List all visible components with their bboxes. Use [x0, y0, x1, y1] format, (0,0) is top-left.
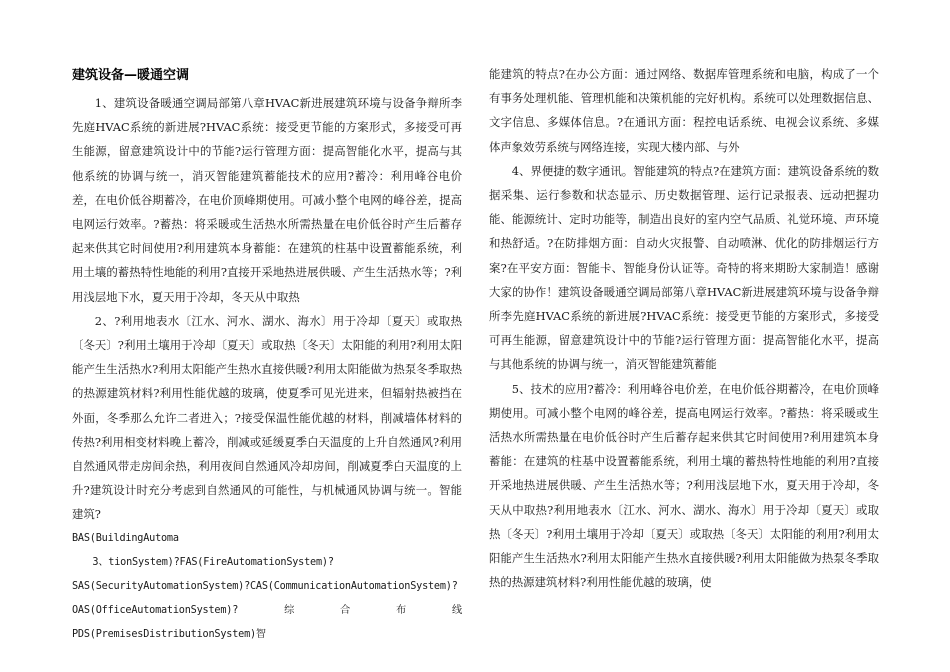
- paragraph-continued: 能建筑的特点?在办公方面：通过网络、数据库管理系统和电脑，构成了一个有事务处理机能、管理机能和决策机能的完好机构。系统可以处理数据信息、文字信息、多媒体信息。?在通讯方面：程控电话系统、电视会议系统、多媒体声象效劳系统与网络连接，实现大楼内部、与外: [489, 67, 879, 154]
- paragraph-1: 1、建筑设备暖通空调局部第八章HVAC新进展建筑环境与设备争辩所李先庭HVAC系统的新进展?HVAC系统：接受更节能的方案形式，多接受可再生能源，留意建筑设计中的节能?运行管理方面：提高智能化水平，提高与其他系统的协调与统一，消灭智能建筑蓄能技术的应用?蓄冷：利用峰谷电价差，在电价低谷期蓄冷，在电价顶峰期使用。可减小整个电网的峰谷差，提高电网运行效率。?蓄热：将采暖或生活热水所需热量在电价低谷时产生后蓄存起来供其它时间使用?利用建筑本身蓄能：在建筑的柱基中设置蓄能系统，利用土壤的蓄热特性地能的利用?直接开采地热进展供暖、产生生活热水等；?利用浅层地下水，夏天用于冷却，冬天从中取热: [72, 96, 462, 304]
- paragraph-oas: OAS(OfficeAutomationSystem)?综合布线PDS(PremisesDistributionSystem)智: [72, 605, 462, 641]
- paragraph-2: 2、?利用地表水〔江水、河水、湖水、海水〕用于冷却〔夏天〕或取热〔冬天〕?利用土壤用于冷却〔夏天〕或取热〔冬天〕太阳能的利用?利用太阳能产生生活热水?利用太阳能产生热水直接供暖?利用太阳能做为热泵冬季取热的热源建筑材料?利用性能优越的玻璃，使夏季可见光进来，但辐射热被挡在外面，冬季那么允许二者进入；?接受保温性能优越的材料，削减墙体材料的传热?利用相变材料晚上蓄冷，削减或延缓夏季白天温度的上升自然通风?利用自然通风带走房间余热，利用夜间自然通风冷却房间，削减夏季白天温度的上升?建筑设计时充分考虑到自然通风的可能性，与机械通风协调与统一。智能建筑?: [72, 313, 462, 522]
- left-column: [72, 62, 462, 648]
- right-column: [489, 62, 879, 594]
- paragraph-3: 3、tionSystem)?FAS(FireAutomationSystem)?: [92, 556, 334, 568]
- paragraph-4: 4、界便捷的数字通讯。智能建筑的特点?在建筑方面：建筑设备系统的数据采集、运行参数和状态显示、历史数据管理、运行记录报表、远动把握功能、能源统计、定时功能等，制造出良好的室内空气品质、礼觉环境、声环境和热舒适。?在防排烟方面：自动火灾报警、自动喷淋、优化的防排烟运行方案?在平安方面：智能卡、智能身份认证等。奇特的将来期盼大家制造！感谢大家的协作！建筑设备暖通空调局部第八章HVAC新进展建筑环境与设备争辩所李先庭HVAC系统的新进展?HVAC系统：接受更节能的方案形式，多接受可再生能源，留意建筑设计中的节能?运行管理方面：提高智能化水平，提高与其他系统的协调与统一，消灭智能建筑蓄能: [489, 163, 879, 372]
- paragraph-bas: BAS(BuildingAutoma: [72, 532, 179, 544]
- document-title: 建筑设备—暖通空调: [72, 68, 190, 83]
- paragraph-sas: SAS(SecurityAutomationSystem)?CAS(CommunicationAutomationSystem)?: [72, 581, 458, 593]
- paragraph-5: 5、技术的应用?蓄冷：利用峰谷电价差，在电价低谷期蓄冷，在电价顶峰期使用。可减小整个电网的峰谷差，提高电网运行效率。?蓄热：将采暖或生活热水所需热量在电价低谷时产生后蓄存起来供其它时间使用?利用建筑本身蓄能：在建筑的柱基中设置蓄能系统，利用土壤的蓄热特性地能的利用?直接开采地热进展供暖、产生生活热水等；?利用浅层地下水，夏天用于冷却，冬天从中取热?利用地表水〔江水、河水、湖水、海水〕用于冷却〔夏天〕或取热〔冬天〕?利用土壤用于冷却〔夏天〕或取热〔冬天〕太阳能的利用?利用太阳能产生生活热水?利用太阳能产生热水直接供暖?利用太阳能做为热泵冬季取热的热源建筑材料?利用性能优越的玻璃，使: [489, 381, 879, 590]
